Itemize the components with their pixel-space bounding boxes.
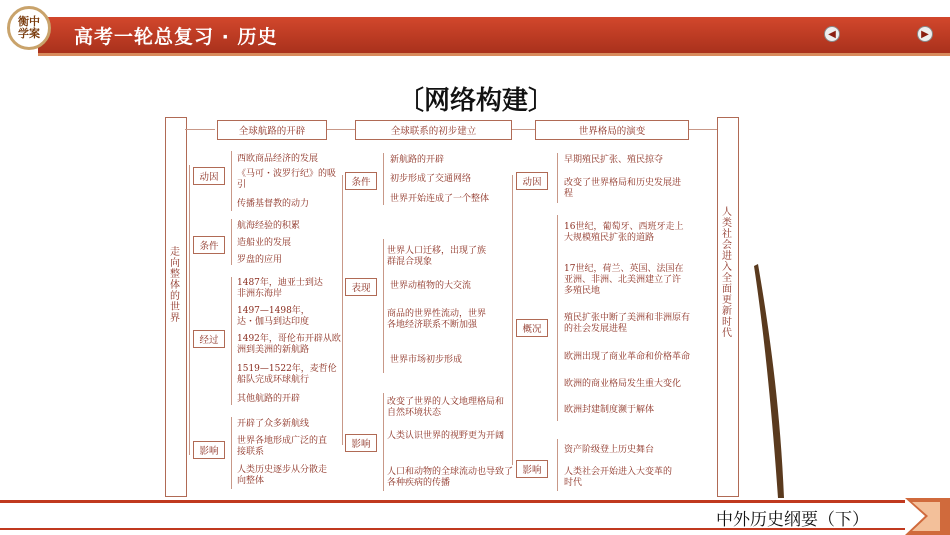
col2-item: 世界动植物的大交流: [390, 281, 472, 291]
col2-item: 商品的世界性流动，世界各地经济联系不断加强: [387, 309, 487, 330]
col3-item: 早期殖民扩张、殖民掠夺: [564, 155, 664, 165]
col2-group-label: 条件: [345, 172, 377, 190]
footer-text: 中外历史纲要（下）: [716, 510, 869, 530]
col1-group-label: 条件: [193, 236, 225, 254]
logo: [7, 6, 51, 50]
connector: [557, 215, 558, 421]
col1-item: 1492年，哥伦布开辟从欧洲到美洲的新航路: [237, 334, 341, 355]
connector: [231, 277, 232, 405]
col3-item: 欧洲出现了商业革命和价格革命: [564, 352, 691, 362]
prev-button[interactable]: [824, 26, 840, 42]
connector: [687, 129, 717, 130]
connector: [189, 165, 190, 455]
brush-stroke: [750, 262, 790, 502]
col3-item: 改变了世界格局和历史发展进程: [564, 178, 682, 199]
col1-item: 其他航路的开辟: [237, 394, 301, 404]
page-title: 高考一轮总复习 · 历史: [74, 26, 278, 48]
col1-item: 世界各地形成广泛的直接联系: [237, 436, 328, 457]
col1-item: 罗盘的应用: [237, 255, 283, 265]
col2-group-label: 影响: [345, 434, 377, 452]
col3-group-label: 动因: [516, 172, 548, 190]
header: [0, 0, 950, 62]
col1-item: 西欧商品经济的发展: [237, 154, 319, 164]
connector: [510, 129, 535, 130]
connector: [512, 175, 513, 465]
header-underline: [38, 53, 950, 56]
col2-item: 人类认识世界的视野更为开阔: [387, 431, 505, 441]
col3-group-label: 影响: [516, 460, 548, 478]
col2-group-label: 表现: [345, 278, 377, 296]
end-label: 人类社会进入全面更新时代: [722, 207, 732, 339]
col1-item: 1497—1498年，达・伽马到达印度: [237, 306, 310, 327]
connector: [342, 175, 343, 445]
col1-item: 《马可・波罗行纪》的吸引: [237, 169, 337, 190]
col3-title: 世界格局的演变: [535, 120, 689, 140]
map-title: 〔网络构建〕: [398, 86, 555, 116]
col2-item: 世界开始连成了一个整体: [390, 194, 490, 204]
col2-item: 改变了世界的人文地理格局和自然环境状态: [387, 397, 505, 418]
col2-item: 世界人口迁移，出现了族群混合现象: [387, 246, 487, 267]
col1-item: 开辟了众多新航线: [237, 419, 310, 429]
col1-item: 1519—1522年，麦哲伦船队完成环球航行: [237, 364, 337, 385]
col2-item: 新航路的开辟: [390, 155, 445, 165]
col1-item: 造船业的发展: [237, 238, 292, 248]
connector: [185, 129, 215, 130]
col3-item: 欧洲的商业格局发生重大变化: [564, 379, 682, 389]
connector: [383, 153, 384, 205]
concept-map: [165, 115, 745, 497]
connector: [383, 393, 384, 491]
connector: [557, 439, 558, 491]
connector: [557, 153, 558, 203]
arrow-left-icon: ◀: [828, 28, 836, 40]
col3-group-label: 概况: [516, 319, 548, 337]
connector: [383, 239, 384, 373]
col1-item: 传播基督教的动力: [237, 199, 310, 209]
logo-line1: 衡中: [18, 15, 40, 28]
col2-item: 初步形成了交通网络: [390, 174, 472, 184]
arrow-right-icon: ▶: [921, 28, 929, 40]
col3-item: 殖民扩张中断了美洲和非洲原有的社会发展进程: [564, 313, 691, 334]
col2-item: 人口和动物的全球流动也导致了各种疾病的传播: [387, 467, 514, 488]
connector: [231, 219, 232, 265]
col3-item: 16世纪，葡萄牙、西班牙走上大规模殖民扩张的道路: [564, 222, 684, 243]
logo-line2: 学案: [18, 27, 40, 40]
col3-item: 人类社会开始进入大变革的时代: [564, 467, 673, 488]
col1-title: 全球航路的开辟: [217, 120, 327, 140]
root-label: 走向整体的世界: [170, 247, 180, 324]
col1-group-label: 动因: [193, 167, 225, 185]
col1-item: 人类历史逐步从分散走向整体: [237, 465, 328, 486]
col3-item: 17世纪，荷兰、英国、法国在亚洲、非洲、北美洲建立了许多殖民地: [564, 264, 684, 296]
connector: [325, 129, 355, 130]
col1-group-label: 经过: [193, 330, 225, 348]
col1-item: 航海经验的积累: [237, 221, 301, 231]
col2-title: 全球联系的初步建立: [355, 120, 512, 140]
col2-item: 世界市场初步形成: [390, 355, 463, 365]
col1-group-label: 影响: [193, 441, 225, 459]
connector: [231, 151, 232, 211]
next-button[interactable]: [917, 26, 933, 42]
col3-item: 欧洲封建制度濒于解体: [564, 405, 655, 415]
col1-item: 1487年，迪亚士到达非洲东海岸: [237, 278, 323, 299]
col3-item: 资产阶级登上历史舞台: [564, 445, 655, 455]
connector: [231, 417, 232, 489]
